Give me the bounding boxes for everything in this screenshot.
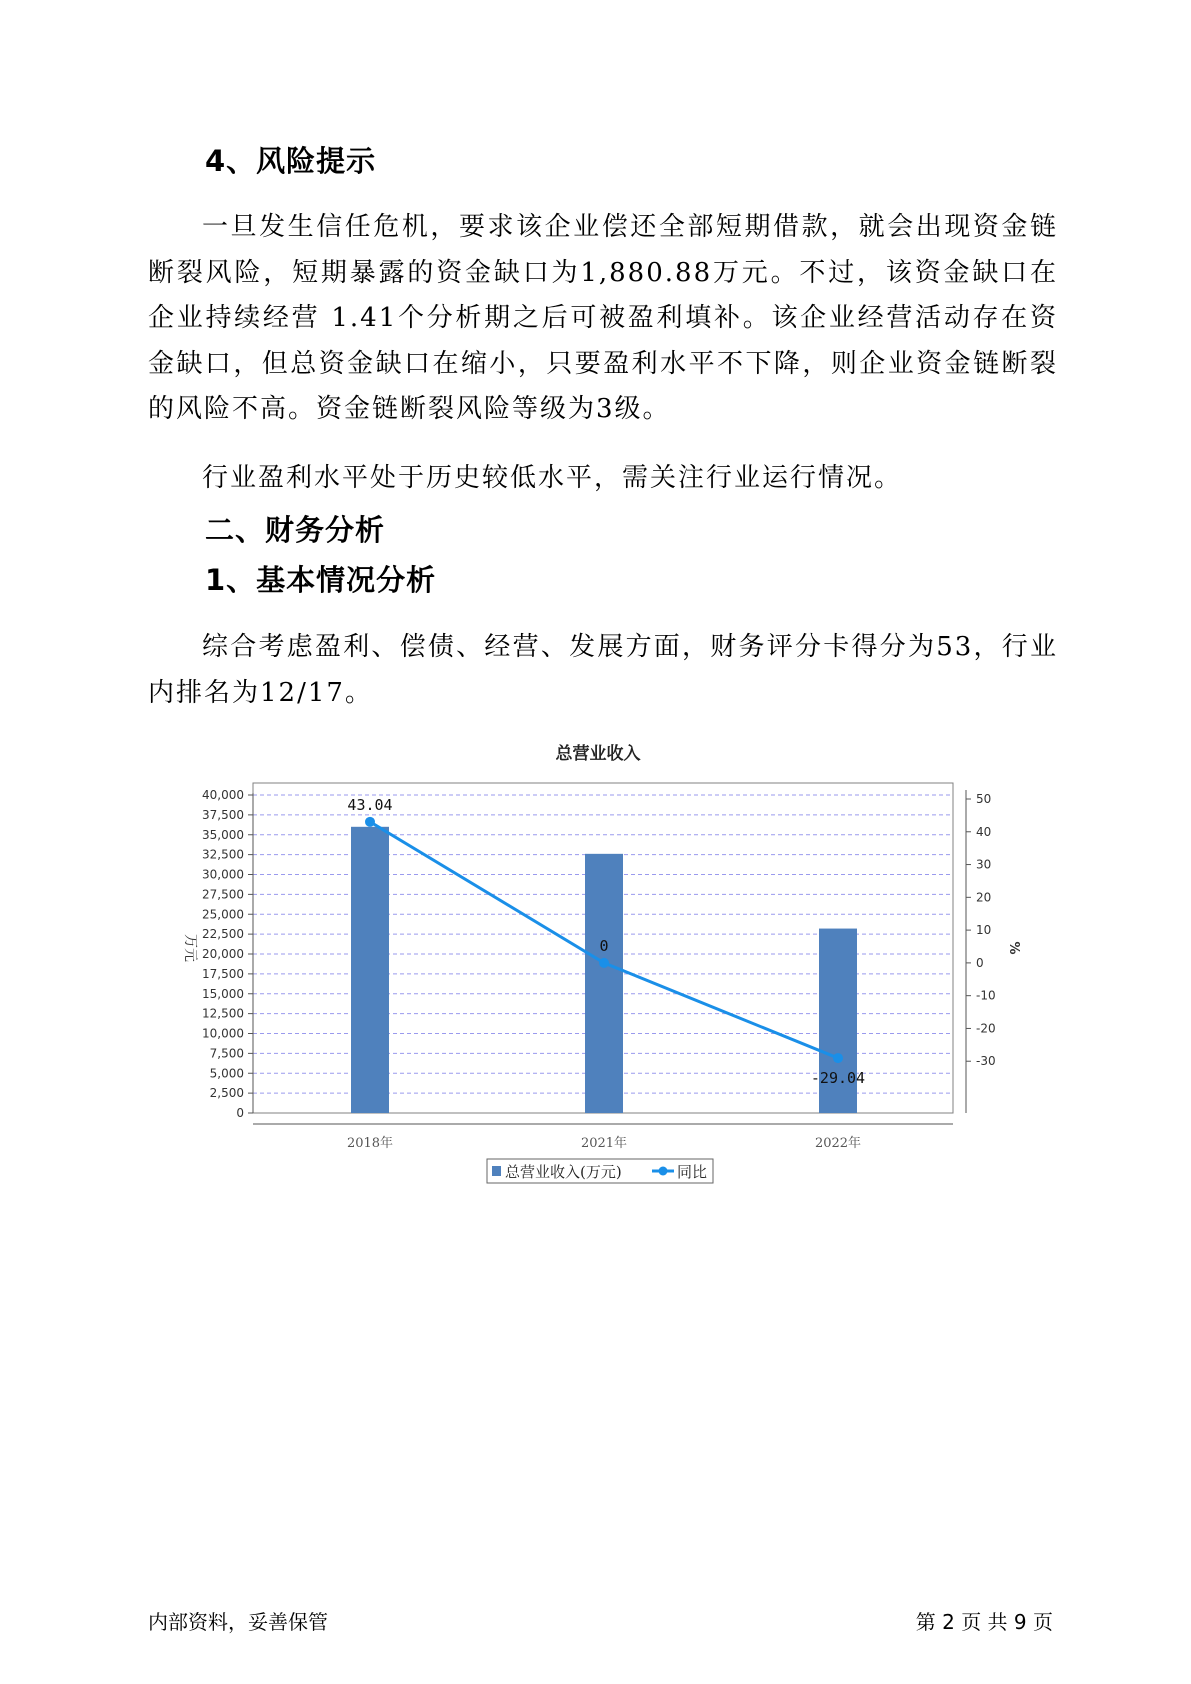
y-tick-label: 30,000 (202, 867, 244, 882)
y2-tick-label: -30 (976, 1054, 996, 1069)
y-tick-label: 25,000 (202, 907, 244, 922)
yoy-point (365, 817, 375, 827)
yoy-data-label: -29.04 (810, 1069, 866, 1088)
y2-axis-label: % (1006, 941, 1021, 955)
x-tick-label: 2021年 (580, 1136, 628, 1151)
x-tick-labels (347, 1135, 861, 1151)
right-axis (966, 790, 996, 1113)
bar (585, 854, 623, 1113)
y2-tick-label: 40 (976, 824, 992, 839)
legend-label-bar: 总营业收入(万元) (505, 1163, 622, 1181)
y-tick-label: 5,000 (209, 1066, 244, 1081)
y-tick-label: 40,000 (202, 788, 244, 802)
y2-tick-label: -20 (976, 1021, 996, 1036)
y-tick-label: 7,500 (209, 1046, 244, 1061)
risk-paragraph: 一旦发生信任危机，要求该企业偿还全部短期借款，就会出现资金链断裂风险，短期暴露的资金缺口为1,880.88万元。不过，该资金缺口在企业持续经营 1.41个分析期之后可被盈利填补。该企业经营活动存在资金缺口，但总资金缺口在缩小，只要盈利水平不下降，则企业资金链断裂的风险不高。资金链断裂风险等级为3级。 (148, 212, 1058, 424)
y2-tick-label: 0 (976, 955, 984, 970)
industry-paragraph: 行业盈利水平处于历史较低水平，需关注行业运行情况。 (202, 463, 903, 493)
x-tick-label: 2022年 (814, 1136, 862, 1151)
bar-series (351, 827, 857, 1113)
y2-tick-label: 50 (976, 792, 992, 806)
y-axis-label: 万元 (182, 934, 198, 962)
yoy-point (599, 958, 609, 968)
y-tick-label: 10,000 (202, 1026, 244, 1041)
left-axis (202, 788, 253, 1120)
footer-confidential: 内部资料，妥善保管 (148, 1610, 328, 1634)
yoy-data-label: 0 (599, 936, 609, 955)
sub-heading-basic: 1、基本情况分析 (205, 563, 437, 597)
footer-page-number: 第 2 页 共 9 页 (915, 1610, 1053, 1634)
section-heading-risk: 4、风险提示 (205, 144, 377, 178)
y-tick-label: 2,500 (209, 1086, 244, 1101)
y2-tick-label: 30 (976, 857, 992, 872)
y2-tick-label: -10 (976, 988, 996, 1003)
chart-title: 总营业收入 (555, 744, 641, 764)
y-tick-label: 15,000 (202, 986, 244, 1001)
y-tick-label: 22,500 (202, 927, 244, 942)
y-tick-label: 35,000 (202, 827, 244, 842)
y-tick-label: 37,500 (202, 807, 244, 822)
y-tick-label: 32,500 (202, 847, 244, 862)
y-tick-label: 27,500 (202, 887, 244, 902)
legend-label-line: 同比 (677, 1163, 708, 1181)
y2-tick-label: 10 (976, 923, 992, 938)
y-tick-label: 17,500 (202, 966, 244, 981)
y2-tick-label: 20 (976, 890, 992, 905)
legend-swatch-bar (492, 1166, 501, 1176)
bar (351, 827, 389, 1113)
y-tick-label: 0 (236, 1106, 244, 1120)
yoy-data-label: 43.04 (347, 795, 393, 814)
section-heading-financial: 二、财务分析 (205, 513, 386, 547)
y-tick-label: 20,000 (202, 947, 244, 961)
y-tick-label: 12,500 (202, 1006, 244, 1021)
legend-swatch-marker (659, 1167, 668, 1176)
x-tick-label: 2018年 (346, 1136, 394, 1151)
score-paragraph: 综合考虑盈利、偿债、经营、发展方面，财务评分卡得分为53，行业内排名为12/17。 (148, 632, 1058, 708)
chart-legend (487, 1159, 713, 1183)
yoy-point (833, 1053, 843, 1063)
